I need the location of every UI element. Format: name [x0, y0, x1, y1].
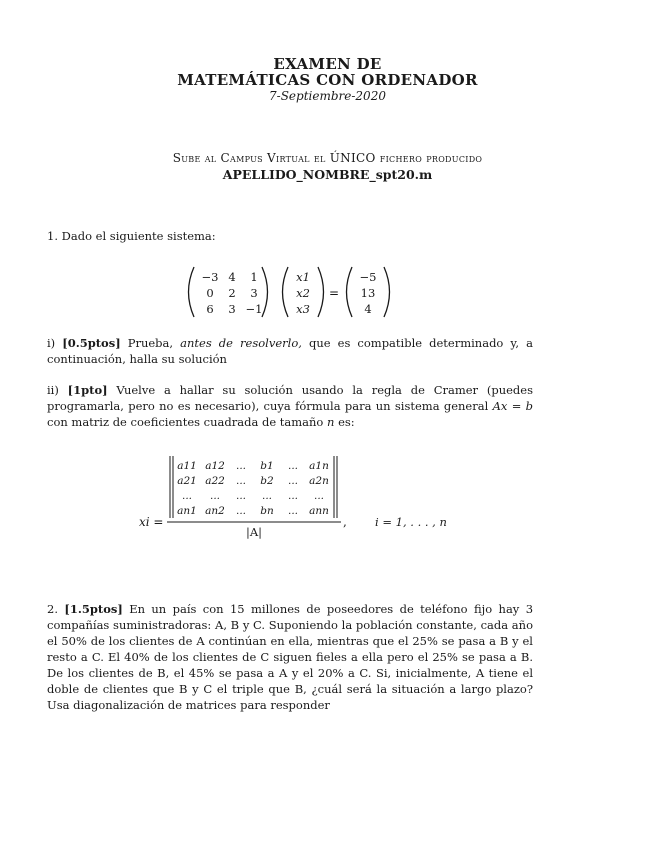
a-cell: 3 — [250, 286, 258, 300]
required-filename: APELLIDO_NOMBRE_spt20.m — [222, 167, 433, 182]
q2-text — [47, 601, 533, 713]
part-ii-text-3: es: — [338, 415, 355, 429]
det-cell: ... — [287, 490, 299, 502]
det-cell: ... — [313, 490, 325, 502]
det-cell: a21 — [177, 475, 197, 487]
vector-x-right-paren — [318, 267, 324, 317]
q2-body: En un país con 15 millones de poseedores de teléfono fijo hay 3 compañías suministradoras: A, B y C. Suponiendo la población constante, cada año el 50% de los clientes de A continúan en ella, mientras que el 25% se pasa a B y el resto a C. El 40% de los clientes de C siguen fieles a ella pero el 25% se pasa a B. De los clientes de B, el 45% se pasa a A y el 20% a C. Si, inicialmente, A tiene el doble de clientes que B y C el triple que B, ¿cuál será la situación a largo plazo? Usa diagonalización de matrices para responder — [47, 602, 534, 712]
x-cell: x3 — [296, 302, 310, 316]
cramer-comma: , — [343, 515, 347, 529]
a-cell: 6 — [206, 302, 214, 316]
part-ii-label: ii) — [47, 383, 59, 397]
part-i-text-before: Prueba, — [127, 336, 174, 350]
b-cell: −5 — [359, 270, 377, 284]
det-cell: an2 — [205, 505, 225, 517]
a-cell: 4 — [228, 270, 236, 284]
det-cell: ... — [235, 490, 247, 502]
det-cell: ... — [235, 460, 247, 472]
det-cell: ... — [235, 505, 247, 517]
det-cell: a12 — [205, 460, 225, 472]
det-cell: ... — [235, 475, 247, 487]
part-i-label: i) — [47, 336, 56, 350]
exam-date: 7-Septiembre-2020 — [269, 89, 386, 103]
equals-sign: = — [328, 286, 340, 300]
b-cell: 13 — [360, 286, 376, 300]
exam-title-line2: MATEMÁTICAS CON ORDENADOR — [177, 71, 478, 89]
part-i-text-after: que es compatible determinado y, a continuación, halla su solución — [47, 336, 533, 366]
det-cell: ... — [287, 460, 299, 472]
vector-b-left-paren — [347, 267, 353, 317]
det-cell: a2n — [309, 475, 329, 487]
det-cell: a22 — [205, 475, 225, 487]
upload-instruction: Sube al Campus Virtual el ÚNICO fichero producido — [172, 151, 483, 165]
math-axb: Ax = b — [492, 399, 533, 413]
part-ii-text-2: con matriz de coeficientes cuadrada de tamaño — [47, 415, 324, 429]
linear-system — [180, 262, 400, 322]
q1-intro — [47, 228, 533, 244]
det-cell: a1n — [309, 460, 329, 472]
matrix-a-left-paren — [189, 267, 195, 317]
q1-part-ii — [47, 382, 533, 430]
x-cell: x2 — [296, 286, 310, 300]
det-cell: ... — [209, 490, 221, 502]
det-cell: ann — [309, 505, 329, 517]
exam-title-line1: EXAMEN DE — [273, 55, 382, 73]
det-cell: ... — [287, 505, 299, 517]
det-cell: b1 — [260, 460, 274, 472]
q1-number: 1. — [47, 229, 58, 243]
a-cell: −1 — [245, 302, 263, 316]
det-cell: an1 — [177, 505, 197, 517]
det-cell: ... — [261, 490, 273, 502]
a-cell: 1 — [250, 270, 258, 284]
cramer-lhs: xi = — [139, 515, 164, 529]
part-i-italic: antes de resolverlo, — [180, 336, 302, 350]
q2-number: 2. — [47, 602, 58, 616]
x-cell: x1 — [296, 270, 310, 284]
b-cell: 4 — [364, 302, 372, 316]
det-cell: b2 — [260, 475, 274, 487]
a-cell: 2 — [228, 286, 236, 300]
det-cell: a11 — [177, 460, 197, 472]
part-ii-points: [1pto] — [67, 383, 108, 397]
math-n: n — [327, 415, 335, 429]
a-cell: 0 — [206, 286, 214, 300]
q2-points: [1.5ptos] — [64, 602, 123, 616]
q1-intro-text: Dado el siguiente sistema: — [61, 229, 216, 243]
part-i-points: [0.5ptos] — [62, 336, 121, 350]
det-cell: ... — [181, 490, 193, 502]
a-cell: 3 — [228, 302, 236, 316]
vector-x-left-paren — [283, 267, 289, 317]
q1-part-i — [47, 335, 533, 367]
cramer-denominator: |A| — [245, 525, 263, 539]
part-ii-text-1: Vuelve a hallar su solución usando la regla de Cramer (puedes programarla, pero no es necesario), cuya fórmula para un sistema general — [47, 383, 533, 413]
cramer-formula — [135, 450, 455, 540]
vector-b-right-paren — [384, 267, 390, 317]
matrix-a-right-paren — [262, 267, 268, 317]
det-cell: bn — [260, 505, 274, 517]
det-cell: ... — [287, 475, 299, 487]
cramer-range: i = 1, . . . , n — [375, 515, 447, 529]
a-cell: −3 — [201, 270, 219, 284]
